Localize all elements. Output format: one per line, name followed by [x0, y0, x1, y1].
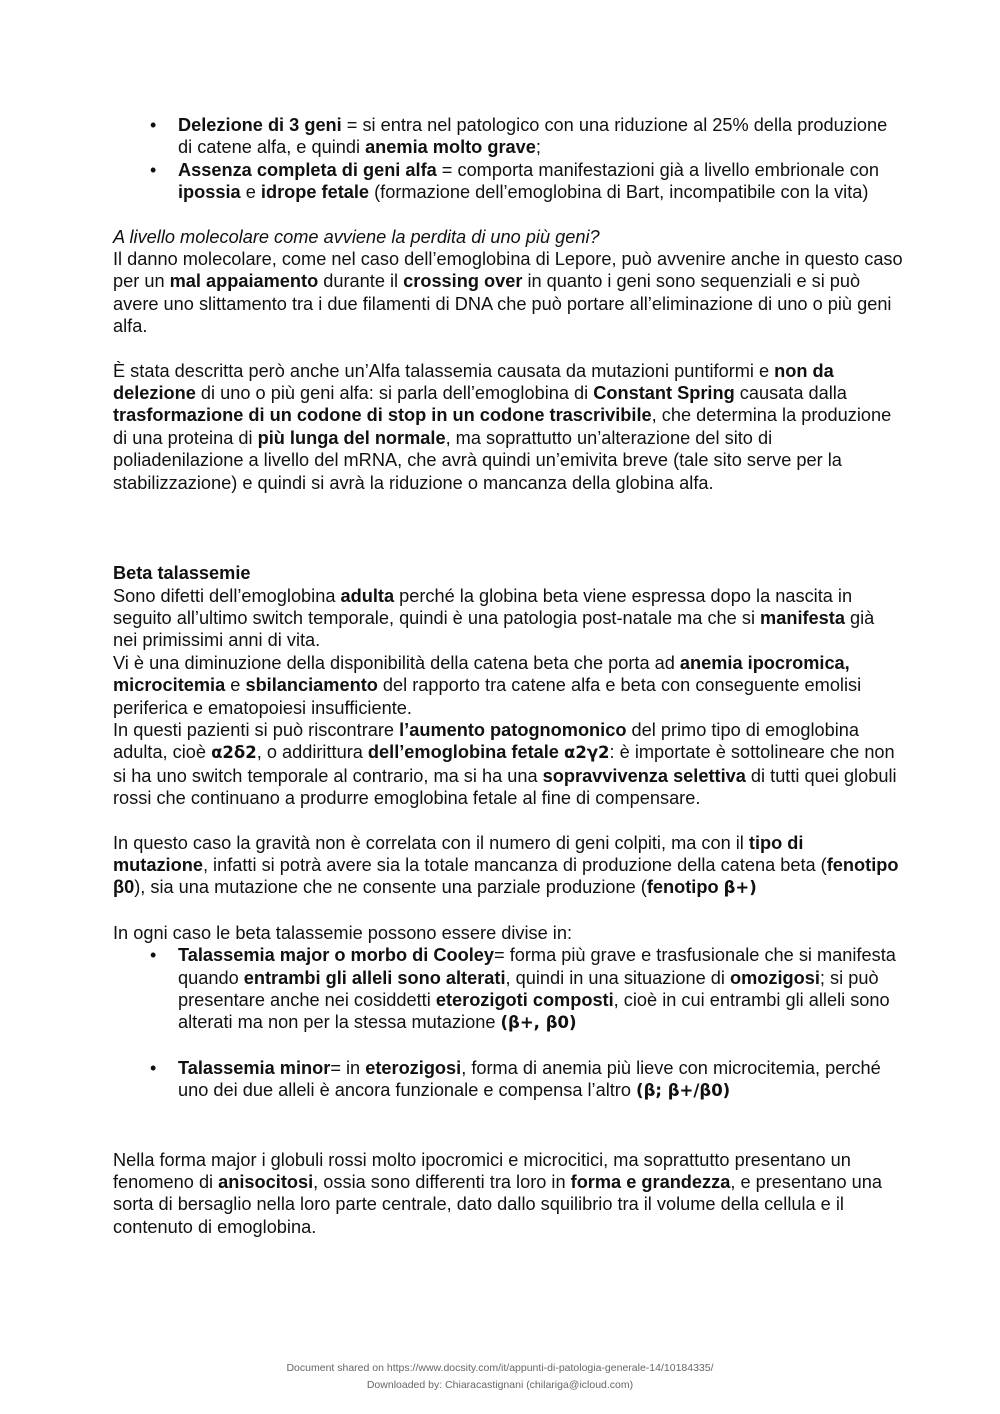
text-run: , cioè in cui entrambi gli alleli sono alterati ma non per la stessa mutazione — [178, 990, 890, 1033]
text-run: Vi è una diminuzione della disponibilità della catena beta che porta ad — [113, 652, 680, 673]
bold-text: anemia molto grave — [365, 137, 536, 158]
bold-text: Talassemia minor — [178, 1057, 331, 1078]
bold-text: Assenza completa di geni alfa — [178, 159, 437, 180]
symbol-text: α2γ2 — [564, 743, 610, 763]
bold-text: anemia ipocromica, microcitemia — [113, 652, 850, 696]
bold-text: non da delezione — [113, 360, 834, 404]
text-run: (formazione dell’emoglobina di Bart, incompatibile con la vita) — [369, 182, 869, 203]
text-run: e — [225, 675, 246, 696]
text-run: di tutti quei globuli rossi che continuano a produrre emoglobina fetale al fine di compensare. — [113, 765, 897, 809]
text-run: In questo caso la gravità non è correlata con il numero di geni colpiti, ma con il — [113, 832, 749, 853]
text-run: già nei primissimi anni di vita. — [113, 607, 875, 651]
footer-shared-link[interactable]: Document shared on https://www.docsity.com/it/appunti-di-patologia-generale-14/10184335/ — [286, 1362, 714, 1374]
bold-text: manifesta — [760, 607, 845, 628]
bold-text: più lunga del normale — [257, 427, 446, 448]
bold-text: l’aumento patognomonico — [399, 719, 627, 740]
text-run: È stata descritta però anche un’Alfa talassemia causata da mutazioni puntiformi e — [113, 360, 775, 381]
text-run: , ma soprattutto un’alterazione del sito di poliadenilazione a livello del mRNA, che avrà quindi un’emivita breve (tale sito serve per la stabilizzazione) e quindi si avrà la riduzione o mancanza della globina alfa. — [113, 427, 842, 493]
text-run: , quindi in una situazione di — [505, 967, 730, 988]
symbol-text: (β; β+/β0) — [636, 1081, 731, 1101]
text-run: del primo tipo di emoglobina adulta, cioè — [113, 719, 859, 763]
list-item-minor — [178, 1057, 903, 1103]
deletion-bullet-list — [113, 114, 903, 204]
bold-text: idrope fetale — [260, 182, 370, 203]
question-line: A livello molecolare come avviene la perdita di uno più geni? — [113, 226, 600, 247]
bold-text: eterozigosi — [365, 1057, 462, 1078]
text-run: durante il — [318, 271, 404, 292]
bold-text: fenotipo — [646, 877, 724, 898]
paragraph-gravity — [113, 832, 903, 900]
text-run: = si entra nel patologico con una riduzione al 25% della produzione di catene alfa, e quindi — [178, 115, 888, 158]
bold-text: tipo di mutazione — [113, 832, 804, 875]
text-run: In questi pazienti si può riscontrare — [113, 719, 400, 740]
text-run: = forma più grave e trasfusionale che si manifesta quando — [178, 945, 896, 988]
section-heading-beta: Beta talassemie — [113, 563, 251, 584]
symbol-text: β+) — [723, 878, 757, 898]
text-run: Il danno molecolare, come nel caso dell’emoglobina di Lepore, può avvenire anche in questo caso per un — [113, 249, 903, 292]
text-run: , ossia sono differenti tra loro in — [313, 1172, 571, 1193]
paragraph-divisions-intro: In ogni caso le beta talassemie possono essere divise in: — [113, 922, 572, 943]
document-page — [113, 114, 903, 1238]
bold-text: dell’emoglobina fetale — [367, 742, 559, 763]
text-run: = comporta manifestazioni già a livello embrionale con — [436, 159, 880, 180]
bold-text: anisocitosi — [218, 1172, 314, 1193]
text-run: in quanto i geni sono sequenziali e si può avere uno slittamento tra i due filamenti di DNA che può portare all’eliminazione di uno o più geni alfa. — [113, 271, 892, 337]
text-run: = in — [330, 1057, 366, 1078]
bold-text: sopravvivenza selettiva — [542, 765, 746, 786]
bold-text: trasformazione di un codone di stop in un codone trascrivibile — [113, 405, 652, 426]
bold-text: Constant Spring — [593, 383, 735, 404]
bold-text: crossing over — [403, 271, 523, 292]
text-run: , o addirittura — [256, 742, 368, 763]
bold-text: ipossia — [178, 182, 241, 203]
bold-text: Delezione di 3 geni — [178, 115, 342, 135]
paragraph-beta-chain — [113, 652, 903, 719]
symbol-text: (β+, β0) — [500, 1013, 577, 1033]
text-run: : è importate è sottolineare che non si ha uno switch temporale al contrario, ma si ha una — [113, 742, 895, 786]
paragraph-beta-intro — [113, 585, 903, 652]
list-item — [178, 159, 903, 204]
bold-text: sbilanciamento — [245, 675, 378, 696]
text-run: di uno o più geni alfa: si parla dell’emoglobina di — [195, 383, 594, 404]
text-run: causata dalla — [734, 383, 847, 404]
text-run: perché la globina beta viene espressa dopo la nascita in seguito all’ultimo switch temporale, quindi è una patologia post-natale ma che si — [113, 585, 853, 628]
text-run: e — [240, 182, 261, 203]
text-run: Sono difetti dell’emoglobina — [113, 585, 341, 606]
bold-text: entrambi gli alleli sono alterati — [243, 967, 506, 988]
list-item — [178, 114, 903, 159]
paragraph-molecular-damage — [113, 248, 903, 338]
text-run: ; si può presentare anche nei cosiddetti — [178, 967, 879, 1010]
text-run: , e presentano una sorta di bersaglio nella loro parte centrale, dato dallo squilibrio tra il volume della cellula e il contenuto di emoglobina. — [113, 1172, 883, 1237]
text-run: del rapporto tra catene alfa e beta con conseguente emolisi periferica e ematopoiesi insufficiente. — [113, 675, 862, 718]
text-run: Nella forma major i globuli rossi molto ipocromici e microcitici, ma soprattutto presentano un fenomeno di — [113, 1149, 851, 1193]
bold-text: mal appaiamento — [169, 271, 319, 292]
bold-text: Talassemia major o morbo di Cooley — [178, 945, 495, 966]
bold-text: forma e grandezza — [570, 1172, 731, 1193]
bold-text: omozigosi — [729, 967, 820, 988]
bold-text: fenotipo β0 — [113, 854, 899, 898]
paragraph-beta-patients — [113, 719, 903, 810]
paragraph-major-form — [113, 1149, 903, 1239]
text-run: , infatti si potrà avere sia la totale mancanza di produzione della catena beta ( — [202, 854, 827, 875]
footer-downloaded-by: Downloaded by: Chiaracastignani (chilariga@icloud.com) — [366, 1379, 634, 1391]
text-run: , che determina la produzione di una proteina di — [113, 405, 892, 448]
list-item-major — [178, 944, 903, 1035]
symbol-text: α2δ2 — [211, 743, 257, 763]
bold-text: adulta — [340, 585, 395, 606]
text-run: , forma di anemia più lieve con microcitemia, perché uno dei due alleli è ancora funzionale e compensa l’altro — [178, 1057, 881, 1101]
text-run: ; — [535, 137, 541, 158]
paragraph-constant-spring — [113, 360, 903, 494]
bold-text: eterozigoti composti — [435, 990, 614, 1010]
text-run: ), sia una mutazione che ne consente una parziale produzione ( — [134, 877, 647, 898]
thalassemia-types-list — [113, 944, 903, 1102]
